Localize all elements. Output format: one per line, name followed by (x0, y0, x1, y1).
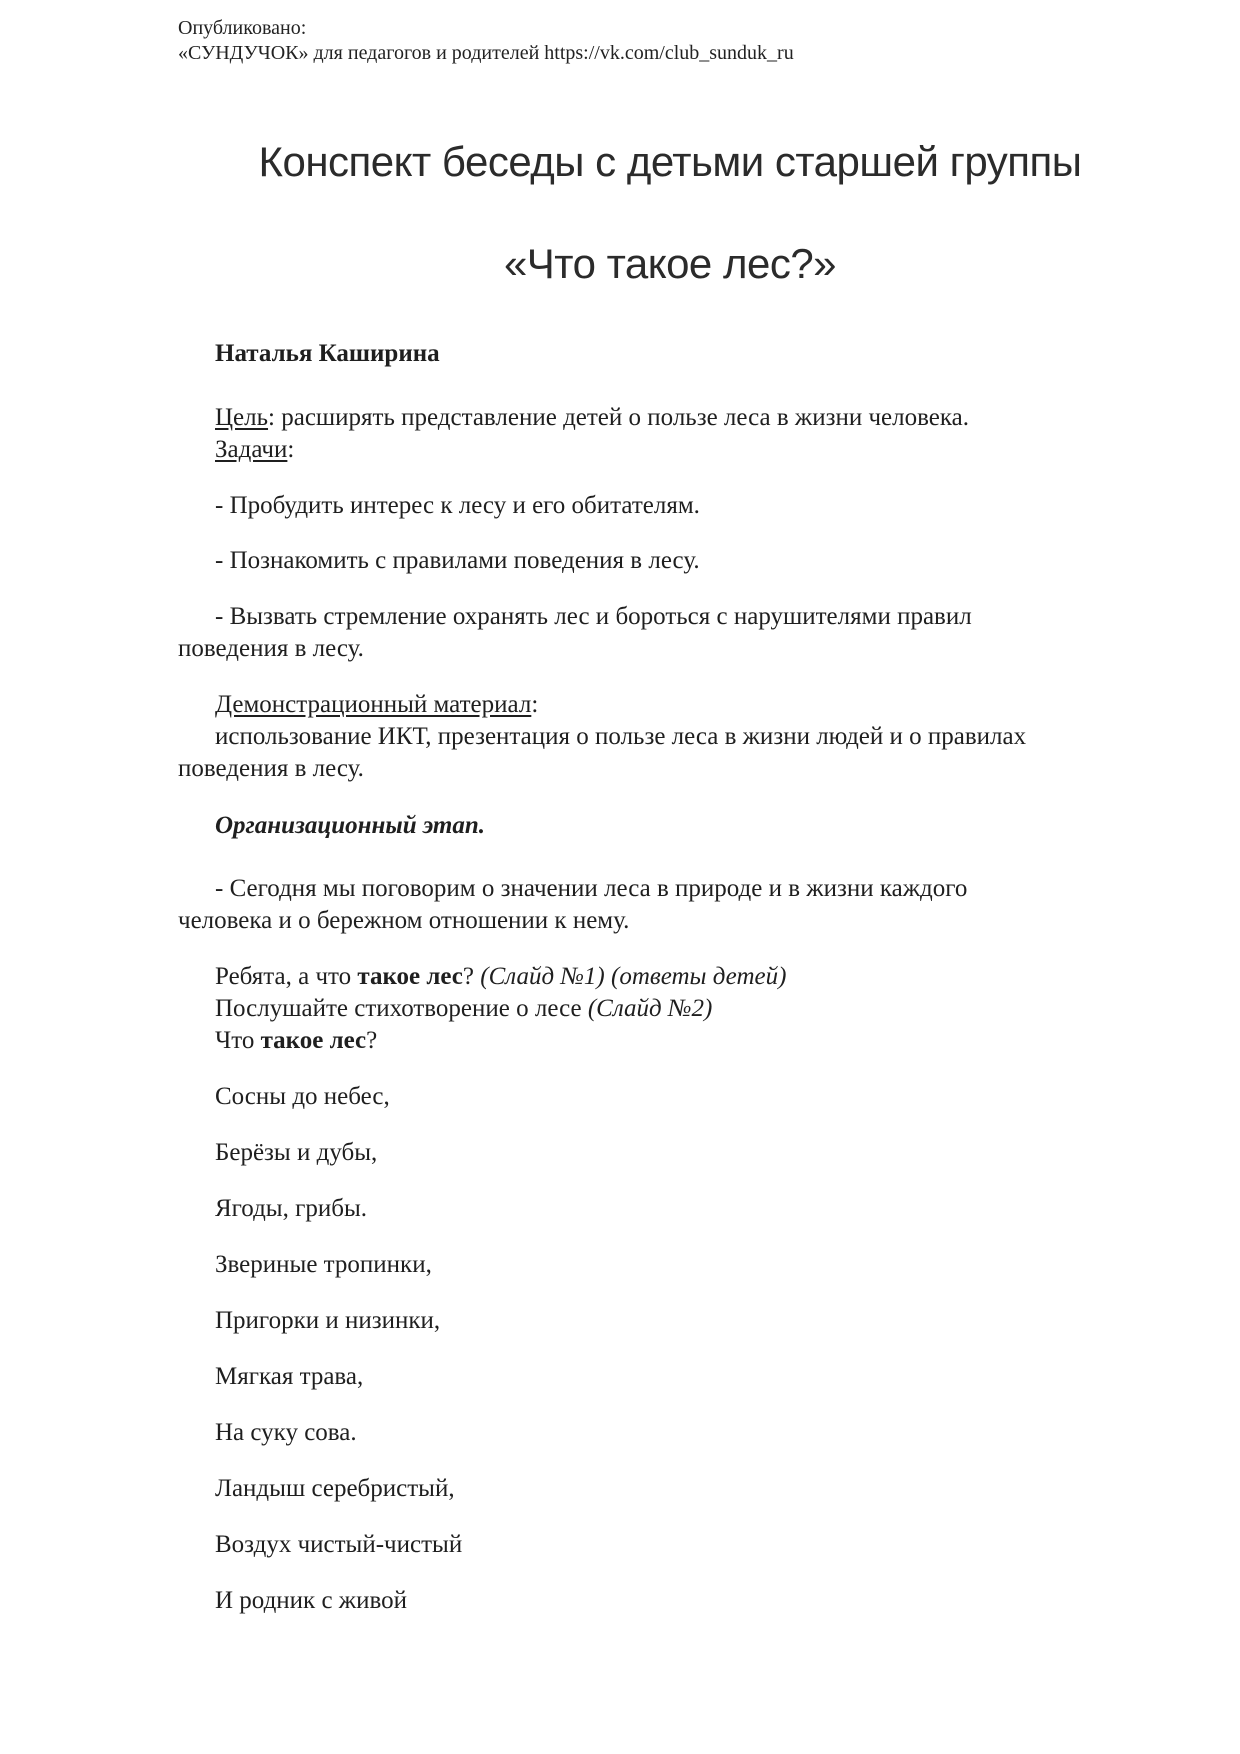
question-2: Послушайте стихотворение о лесе (Слайд №2) (215, 995, 713, 1022)
poem-line: Ягоды, грибы. (215, 1195, 368, 1222)
poem-line: Звериные тропинки, (215, 1251, 432, 1278)
demo-text-continued: поведения в лесу. (178, 755, 364, 782)
demo-text: использование ИКТ, презентация о пользе леса в жизни людей и о правилах (215, 723, 1027, 750)
intro-text-continued: человека и о бережном отношении к нему. (178, 907, 630, 934)
poem-line: Берёзы и дубы, (215, 1139, 378, 1166)
goal-label: Цель (215, 404, 269, 431)
question-1: Ребята, а что такое лес? (Слайд №1) (ответы детей) (215, 963, 787, 990)
page-title: Конспект беседы с детьми старшей группы (258, 138, 1082, 185)
page-subtitle: «Что такое лес?» (503, 240, 837, 287)
poem-line: Ландыш серебристый, (215, 1475, 455, 1502)
poem-line: На суку сова. (215, 1419, 357, 1446)
poem-line: Мягкая трава, (215, 1363, 364, 1390)
task-item-3-continued: поведения в лесу. (178, 635, 364, 662)
goal-line (215, 402, 969, 434)
source-line: «СУНДУЧОК» для педагогов и родителей https://vk.com/club_sunduk_ru (178, 42, 794, 64)
published-label: Опубликовано: (178, 17, 307, 39)
task-item-2: - Познакомить с правилами поведения в лесу. (215, 547, 700, 574)
poem-line: Пригорки и низинки, (215, 1307, 441, 1334)
org-stage-heading: Организационный этап. (215, 812, 486, 839)
demo-heading: Демонстрационный материал: (215, 691, 539, 718)
demo-label: Демонстрационный материал (215, 691, 532, 718)
poem-line: Сосны до небес, (215, 1083, 390, 1110)
question-3: Что такое лес? (215, 1027, 378, 1054)
task-item-1: - Пробудить интерес к лесу и его обитателям. (215, 492, 700, 519)
poem-line: И родник с живой (215, 1587, 407, 1614)
intro-text: - Сегодня мы поговорим о значении леса в природе и в жизни каждого (215, 875, 968, 902)
task-item-3: - Вызвать стремление охранять лес и бороться с нарушителями правил (215, 603, 972, 630)
poem-line: Воздух чистый-чистый (215, 1531, 463, 1558)
goal-text: : расширять представление детей о пользе леса в жизни человека. (268, 404, 969, 431)
tasks-heading: Задачи: (215, 436, 295, 463)
tasks-label: Задачи (215, 436, 288, 463)
author-name: Наталья Каширина (215, 340, 440, 367)
